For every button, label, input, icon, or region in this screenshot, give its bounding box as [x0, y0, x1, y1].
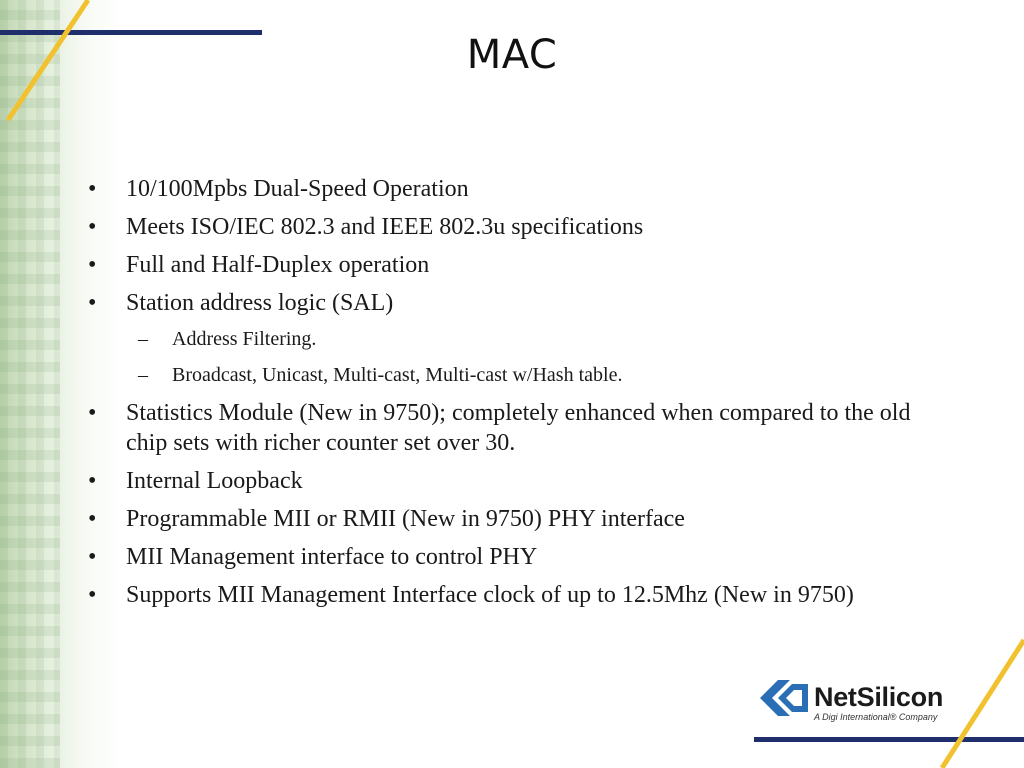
sub-bullet-item: – Broadcast, Unicast, Multi-cast, Multi-cast w/Hash table. — [86, 362, 946, 388]
bottom-navy-bar — [754, 737, 1024, 742]
bullet-item: • 10/100Mpbs Dual-Speed Operation — [86, 174, 946, 204]
bullet-item: • Full and Half-Duplex operation — [86, 250, 946, 280]
bullet-item: • Programmable MII or RMII (New in 9750) PHY interface — [86, 504, 946, 534]
bullet-item: • Station address logic (SAL) — [86, 288, 946, 318]
netsilicon-logo — [756, 672, 962, 726]
bullet-item: • Internal Loopback — [86, 466, 946, 496]
bullet-item: • Meets ISO/IEC 802.3 and IEEE 802.3u specifications — [86, 212, 946, 242]
bullet-list — [86, 174, 946, 618]
slide-title: MAC — [466, 32, 558, 78]
bullet-item: • Statistics Module (New in 9750); completely enhanced when compared to the old chip sets with richer counter set over 30. — [86, 398, 946, 458]
logo-mark-icon — [756, 678, 810, 718]
bullet-item: • Supports MII Management Interface clock of up to 12.5Mhz (New in 9750) — [86, 580, 946, 610]
bullet-item: • MII Management interface to control PHY — [86, 542, 946, 572]
logo-wordmark: NetSilicon — [814, 682, 944, 712]
sub-bullet-item: – Address Filtering. — [86, 326, 946, 352]
logo-tagline: A Digi International® Company — [814, 712, 938, 722]
